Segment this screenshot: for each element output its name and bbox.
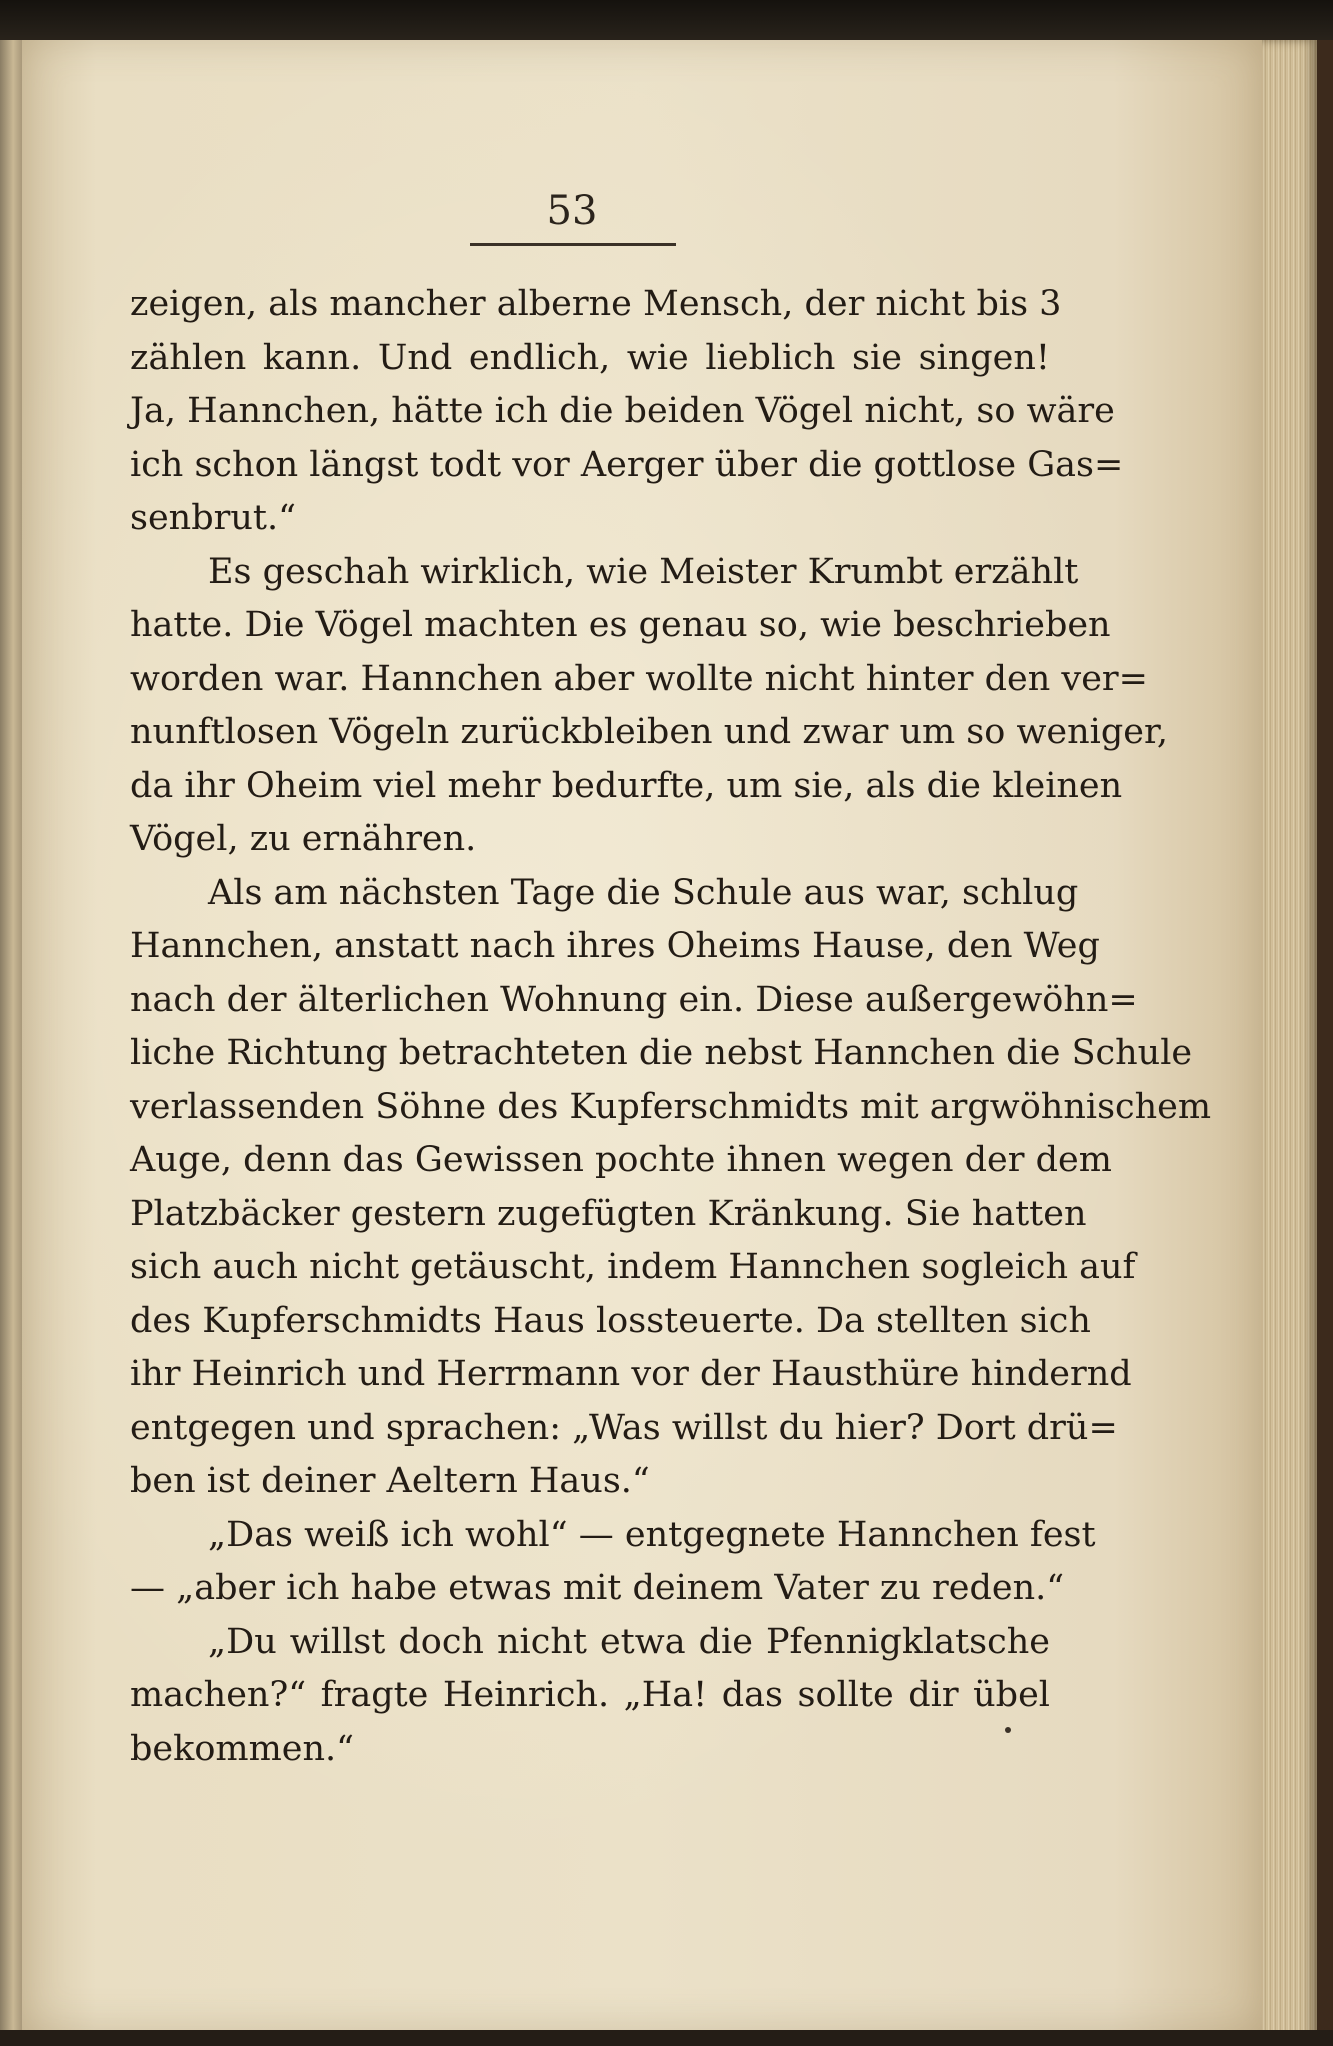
- text-line: verlassenden Söhne des Kupferschmidts mit argwöhnischem: [130, 1086, 1212, 1127]
- cover-edge: [1317, 40, 1333, 2046]
- text-line: entgegen und sprachen: „Was willst du hier? Dort drü=: [130, 1407, 1118, 1448]
- text-line: zeigen, als mancher alberne Mensch, der nicht bis 3: [130, 284, 1062, 324]
- text-line: ich schon längst todt vor Aerger über die gottlose Gas=: [130, 444, 1124, 485]
- text-line: Auge, denn das Gewissen pochte ihnen wegen der dem: [130, 1140, 1112, 1180]
- text-line: — „aber ich habe etwas mit deinem Vater zu reden.“: [130, 1568, 1065, 1608]
- text-line: Als am nächsten Tage die Schule aus war, schlug: [208, 872, 1079, 913]
- header-rule: [470, 243, 676, 246]
- ink-speck: [1005, 1727, 1011, 1733]
- text-line: zählen kann. Und endlich, wie lieblich sie singen!: [130, 337, 1050, 378]
- text-line: Platzbäcker gestern zugefügten Kränkung. Sie hatten: [130, 1193, 1087, 1234]
- page-number: 53: [546, 188, 598, 234]
- text-line: nach der älterlichen Wohnung ein. Diese außergewöhn=: [130, 979, 1138, 1020]
- text-line: ben ist deiner Aeltern Haus.“: [130, 1461, 650, 1501]
- text-line: bekommen.“: [130, 1728, 355, 1769]
- book-page: [22, 40, 1262, 2030]
- text-line: da ihr Oheim viel mehr bedurfte, um sie, als die kleinen: [130, 765, 1123, 806]
- text-line: sich auch nicht getäuscht, indem Hannchen sogleich auf: [130, 1247, 1136, 1287]
- text-line: Vögel, zu ernähren.: [130, 819, 477, 859]
- text-line: ihr Heinrich und Herrmann vor der Hausthüre hindernd: [130, 1354, 1132, 1394]
- text-line: liche Richtung betrachteten die nebst Hannchen die Schule: [130, 1033, 1193, 1073]
- text-line: „Das weiß ich wohl“ — entgegnete Hannchen fest: [208, 1514, 1096, 1555]
- text-line: des Kupferschmidts Haus lossteuerte. Da stellten sich: [130, 1300, 1091, 1341]
- text-line: worden war. Hannchen aber wollte nicht hinter den ver=: [130, 658, 1148, 699]
- text-line: nunftlosen Vögeln zurückbleiben und zwar um so weniger,: [130, 712, 1169, 752]
- text-line: senbrut.“: [130, 498, 296, 538]
- text-line: Ja, Hannchen, hätte ich die beiden Vögel nicht, so wäre: [130, 391, 1115, 431]
- facing-page-edge: [0, 40, 22, 2046]
- text-line: Es geschah wirklich, wie Meister Krumbt erzählt: [208, 551, 1079, 592]
- page-block-edges: [1262, 40, 1317, 2046]
- text-line: Hannchen, anstatt nach ihres Oheims Hause, den Weg: [130, 926, 1100, 966]
- scan-bottom-edge: [0, 2030, 1333, 2046]
- text-line: machen?“ fragte Heinrich. „Ha! das sollte dir übel: [130, 1675, 1050, 1715]
- body-text: [130, 278, 1212, 1776]
- text-line: hatte. Die Vögel machten es genau so, wie beschrieben: [130, 605, 1111, 645]
- text-line: „Du willst doch nicht etwa die Pfennigklatsche: [208, 1621, 1050, 1662]
